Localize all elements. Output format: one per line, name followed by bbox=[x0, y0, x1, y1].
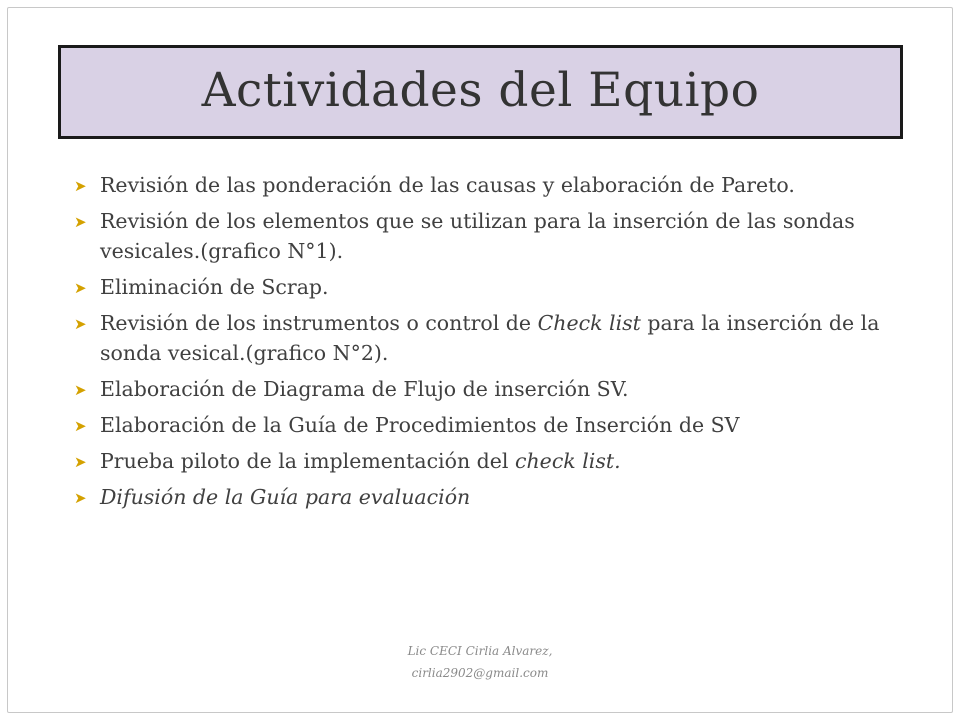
arrow-right-icon: ➤ bbox=[74, 489, 87, 507]
bullet-item bbox=[72, 206, 882, 266]
bullet-item bbox=[72, 482, 882, 512]
arrow-right-icon: ➤ bbox=[74, 177, 87, 195]
bullet-item bbox=[72, 272, 882, 302]
bullet-item bbox=[72, 374, 882, 404]
bullet-item bbox=[72, 308, 882, 368]
arrow-right-icon: ➤ bbox=[74, 213, 87, 231]
bullet-text: Elaboración de Diagrama de Flujo de inserción SV. bbox=[100, 377, 629, 401]
bullet-list bbox=[72, 170, 882, 518]
bullet-text-emphasis: Difusión de la Guía para evaluación bbox=[100, 485, 471, 509]
bullet-text-post: para la inserción de la sonda vesical.(grafico N°2). bbox=[100, 311, 880, 365]
bullet-item bbox=[72, 410, 882, 440]
footer-signature bbox=[375, 640, 585, 684]
bullet-text-pre: Prueba piloto de la implementación del bbox=[100, 449, 515, 473]
arrow-right-icon: ➤ bbox=[74, 381, 87, 399]
bullet-text: Revisión de los elementos que se utilizan para la inserción de las sondas vesicales.(grafico N°1). bbox=[100, 209, 855, 263]
slide-title: Actividades del Equipo bbox=[201, 62, 760, 118]
bullet-text: Revisión de las ponderación de las causas y elaboración de Pareto. bbox=[100, 173, 795, 197]
footer-email: cirlia2902@gmail.com bbox=[411, 666, 549, 680]
bullet-text-emphasis: Check list bbox=[537, 311, 641, 335]
arrow-right-icon: ➤ bbox=[74, 279, 87, 297]
footer-author: Lic CECI Cirlia Alvarez, bbox=[407, 644, 553, 658]
bullet-item bbox=[72, 170, 882, 200]
bullet-text-pre: Revisión de los instrumentos o control de bbox=[100, 311, 538, 335]
arrow-right-icon: ➤ bbox=[74, 315, 87, 333]
bullet-text: Eliminación de Scrap. bbox=[100, 275, 329, 299]
bullet-item bbox=[72, 446, 882, 476]
arrow-right-icon: ➤ bbox=[74, 453, 87, 471]
bullet-text: Elaboración de la Guía de Procedimientos de Inserción de SV bbox=[100, 413, 740, 437]
bullet-text-emphasis: check list. bbox=[515, 449, 621, 473]
arrow-right-icon: ➤ bbox=[74, 417, 87, 435]
title-box bbox=[58, 45, 903, 139]
